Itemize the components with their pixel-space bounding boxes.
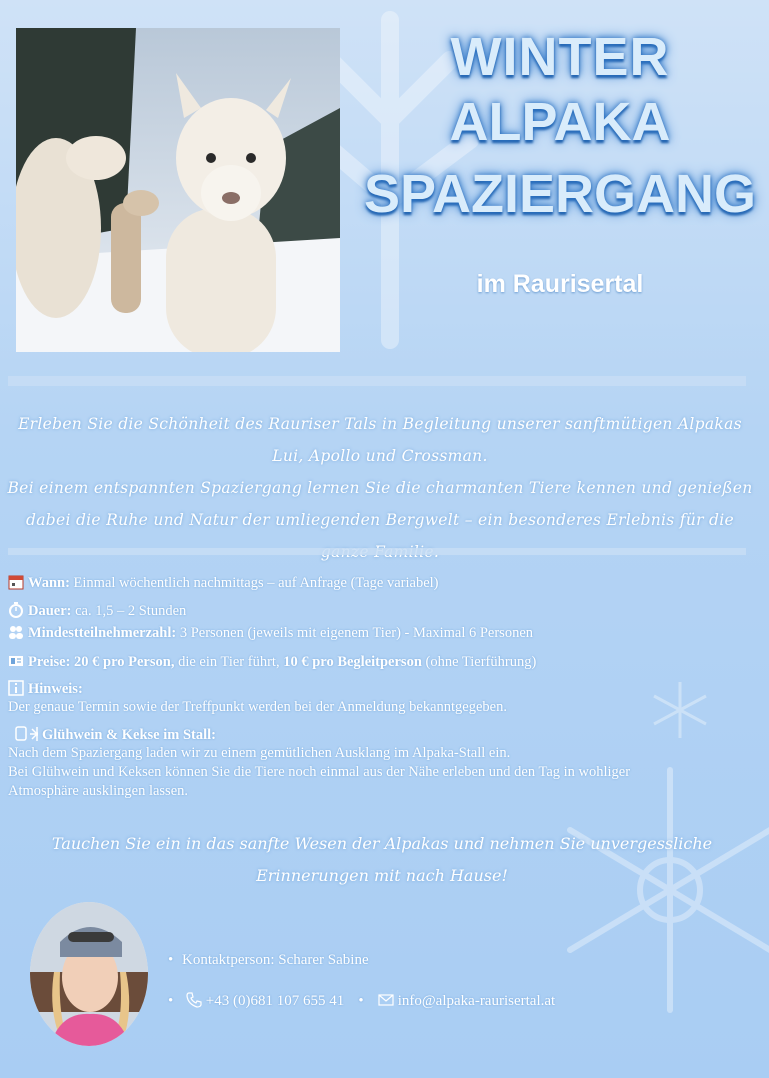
people-icon	[8, 624, 24, 640]
contact-phone[interactable]: +43 (0)681 107 655 41	[205, 993, 345, 1009]
teilnehmer-label: Mindestteilnehmerzahl:	[28, 625, 177, 641]
calendar-icon	[8, 574, 24, 590]
snowflake-icon	[8, 726, 38, 742]
title-line-alpaka: ALPAKA	[449, 92, 671, 152]
avatar	[30, 902, 148, 1046]
intro-paragraph-2: Bei einem entspannten Spaziergang lernen Sie die charmanten Tiere kennen und genießen dabei die Ruhe und Natur der umliegenden Bergwelt – ein besonderes Erlebnis für die	[7, 479, 753, 529]
preise-label: Preise: 20 € pro Person,	[28, 654, 175, 670]
stall-text-1: Nach dem Spaziergang laden wir zu einem gemütlichen Ausklang im Alpaka-Stall ein.	[8, 745, 511, 761]
phone-icon	[186, 992, 202, 1008]
contact-line: • +43 (0)681 107 655 41 • info@alpaka-raurisertal.at	[168, 993, 556, 1009]
contact-person-text: Kontaktperson: Scharer Sabine	[182, 952, 369, 968]
alpaca-photo	[16, 28, 340, 352]
preise-label-2: 10 € pro Begleitperson	[283, 654, 422, 670]
stall-text-2: Bei Glühwein und Keksen können Sie die Tiere noch einmal aus der Nähe erleben und den Tag in wohliger	[8, 764, 631, 780]
detail-dauer	[8, 602, 186, 620]
contact-email[interactable]: info@alpaka-raurisertal.at	[397, 993, 556, 1009]
subtitle: im Raurisertal	[476, 270, 644, 298]
detail-teilnehmer	[8, 624, 533, 642]
info-icon	[8, 680, 24, 696]
intro-text	[6, 408, 754, 568]
title-line-winter: WINTER	[450, 27, 670, 87]
envelope-icon	[378, 992, 394, 1008]
dauer-label: Dauer:	[28, 603, 72, 619]
preise-text-1: die ein Tier führt,	[174, 654, 284, 670]
title-line-spaziergang: SPAZIERGANG	[363, 164, 757, 224]
detail-preise	[8, 653, 536, 671]
divider-top	[8, 376, 746, 386]
ticket-icon	[8, 653, 24, 669]
divider-middle	[8, 548, 746, 555]
stopwatch-icon	[8, 602, 24, 618]
closing-text: Tauchen Sie ein in das sanfte Wesen der Alpakas und nehmen Sie unvergessliche Erinnerungen mit nach Hause!	[51, 834, 713, 885]
stall-label: Glühwein & Kekse im Stall:	[42, 727, 217, 743]
dauer-text: ca. 1,5 – 2 Stunden	[71, 603, 187, 619]
detail-hinweis	[8, 680, 83, 698]
hinweis-label: Hinweis:	[28, 681, 83, 697]
detail-stall	[8, 726, 216, 744]
intro-paragraph-1: Erleben Sie die Schönheit des Rauriser Tals in Begleitung unserer sanftmütigen Alpakas Lui, Apollo und Crossman.	[18, 415, 742, 465]
wann-label: Wann:	[28, 575, 70, 591]
page-title	[360, 28, 760, 230]
wann-text: Einmal wöchentlich nachmittags – auf Anfrage (Tage variabel)	[69, 575, 439, 591]
preise-text-2: (ohne Tierführung)	[421, 654, 537, 670]
stall-text-3: Atmosphäre ausklingen lassen.	[8, 783, 189, 799]
hinweis-text: Der genaue Termin sowie der Treffpunkt werden bei der Anmeldung bekanntgegeben.	[8, 699, 507, 715]
snowflake-decoration-small	[650, 680, 710, 740]
detail-wann	[8, 574, 439, 592]
teilnehmer-text: 3 Personen (jeweils mit eigenem Tier) - Maximal 6 Personen	[176, 625, 534, 641]
contact-person: • Kontaktperson: Scharer Sabine	[168, 952, 369, 968]
